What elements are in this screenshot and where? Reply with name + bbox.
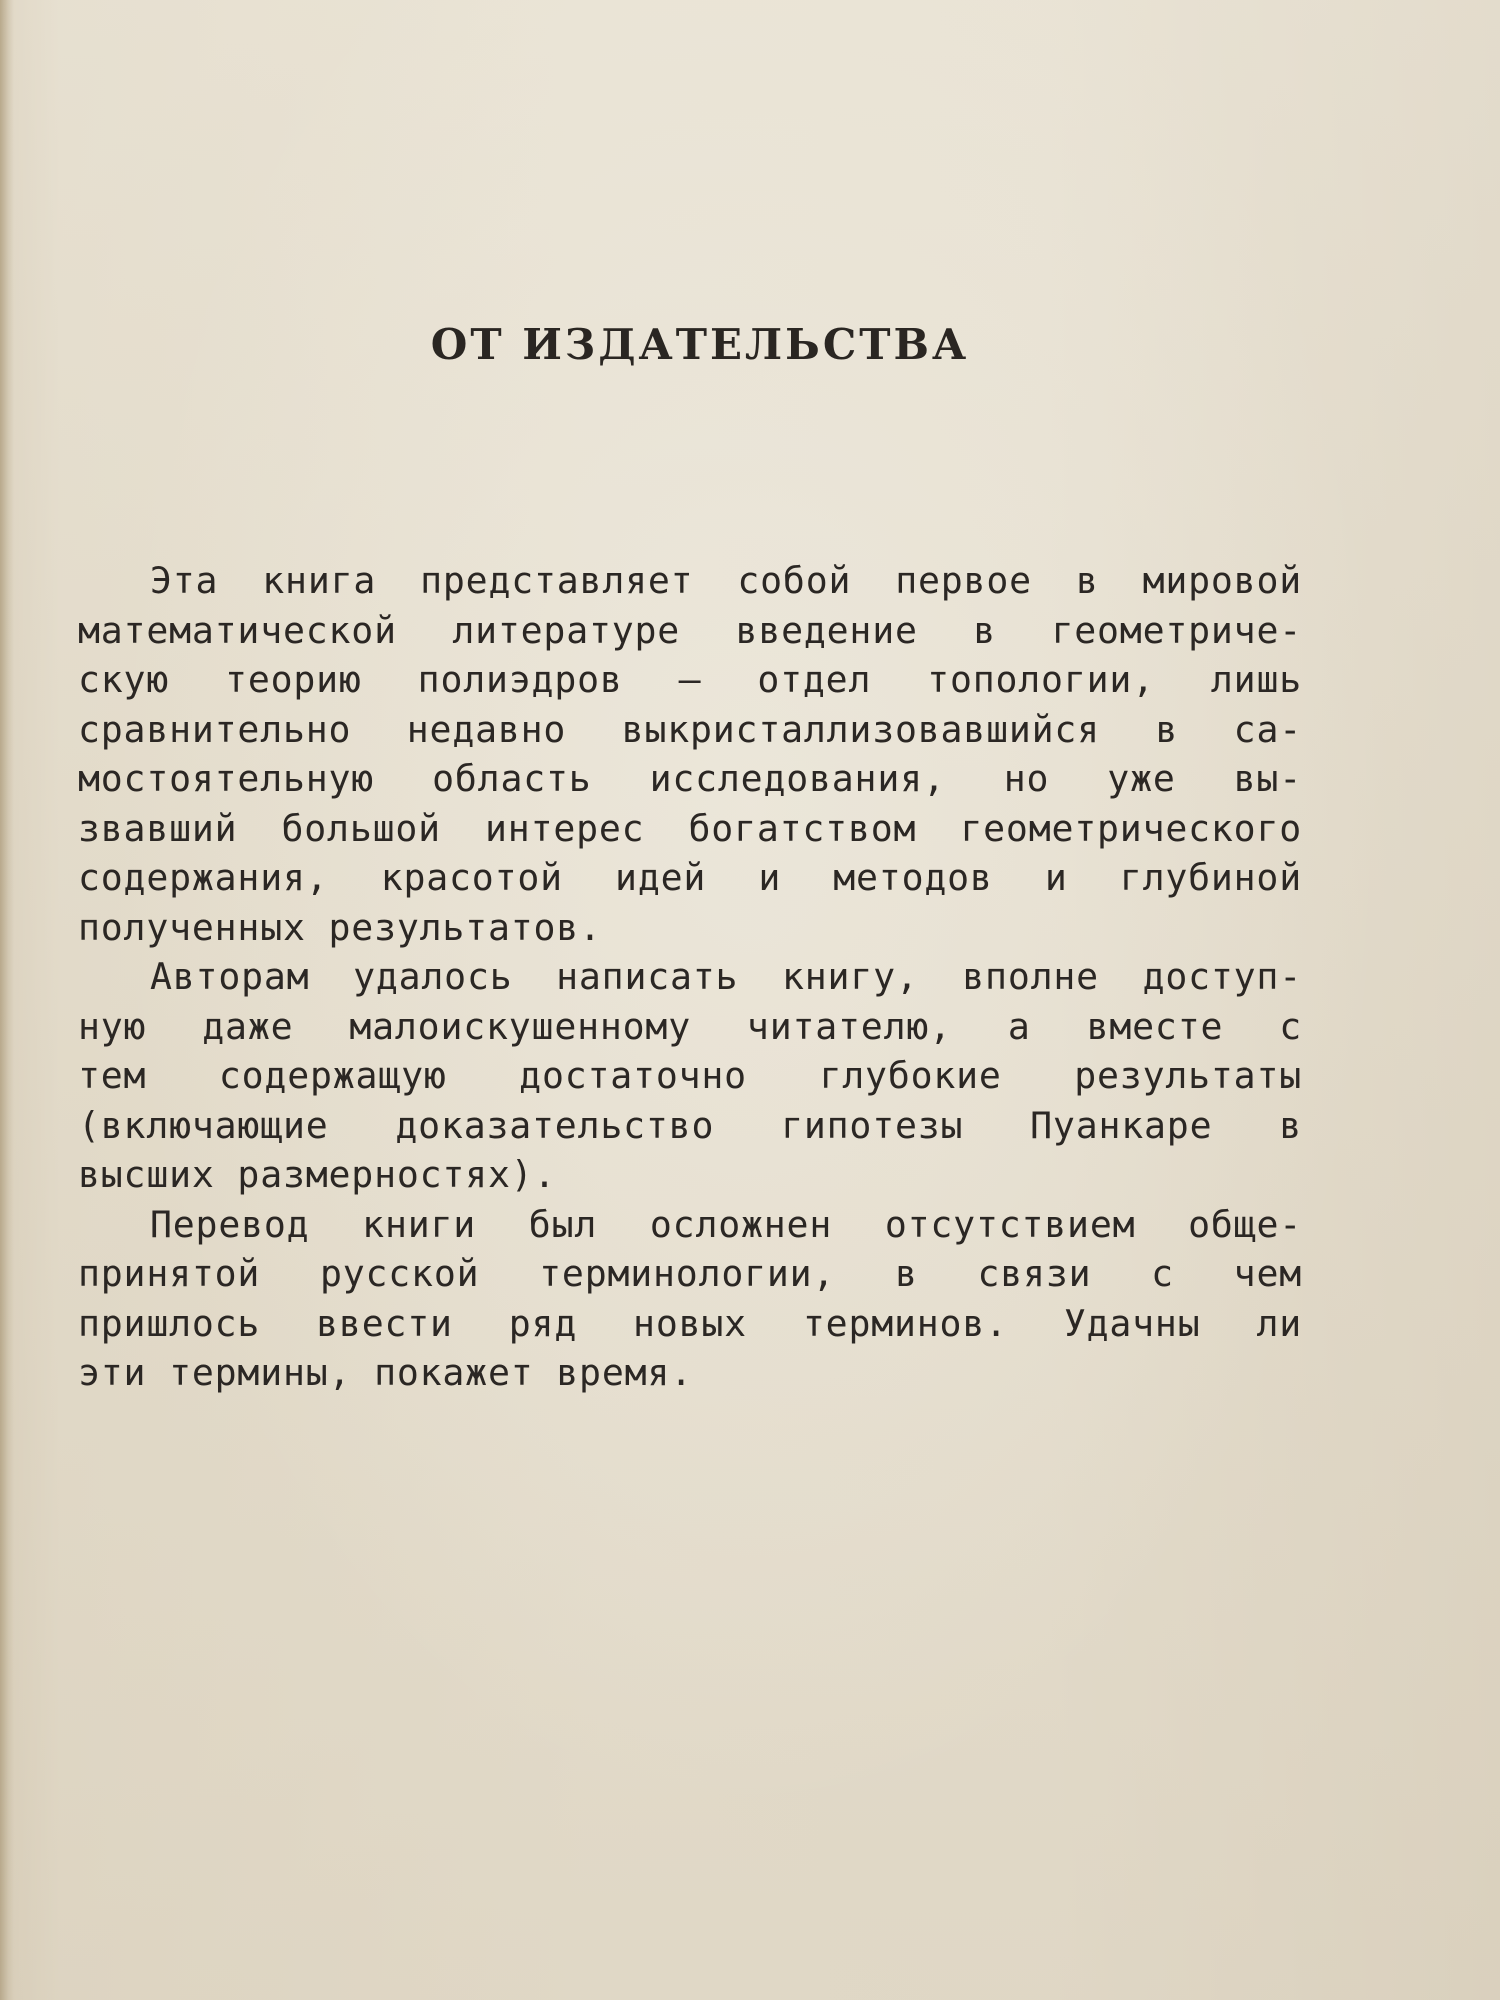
page-spine-shadow — [0, 0, 14, 2000]
text-line: математической литературе введение в геометриче- — [78, 608, 1302, 652]
text-line: сравнительно недавно выкристаллизовавшийся в са- — [78, 707, 1302, 751]
paragraph-intro — [78, 556, 1302, 952]
text-line: принятой русской терминологии, в связи с чем — [78, 1252, 1302, 1295]
text-line: Эта книга представляет собой первое в мировой — [150, 559, 1302, 602]
paragraph-authors — [78, 952, 1302, 1200]
text-line: содержания, красотой идей и методов и глубиной — [78, 856, 1302, 899]
text-line: ную даже малоискушенному читателю, а вместе с — [78, 1004, 1302, 1048]
text-line: тем содержащую достаточно глубокие результаты — [78, 1054, 1302, 1097]
text-line: полученных результатов. — [78, 905, 602, 949]
text-line: эти термины, покажет время. — [78, 1351, 693, 1394]
text-line: мостоятельную область исследования, но уже вы- — [78, 757, 1302, 800]
text-line: Перевод книги был осложнен отсутствием обще- — [150, 1202, 1302, 1246]
text-line: звавший большой интерес богатством геометрического — [78, 806, 1302, 850]
text-line: пришлось ввести ряд новых терминов. Удачны ли — [78, 1301, 1302, 1345]
paragraph-translation — [78, 1200, 1302, 1398]
body-text — [78, 556, 1302, 1398]
text-line: скую теорию полиэдров — отдел топологии, лишь — [78, 658, 1302, 701]
text-line: высших размерностях). — [78, 1153, 557, 1196]
page-heading: ОТ ИЗДАТЕЛЬСТВА — [430, 320, 970, 369]
text-line: Авторам удалось написать книгу, вполне доступ- — [150, 955, 1302, 998]
text-line: (включающие доказательство гипотезы Пуанкаре в — [78, 1103, 1302, 1147]
